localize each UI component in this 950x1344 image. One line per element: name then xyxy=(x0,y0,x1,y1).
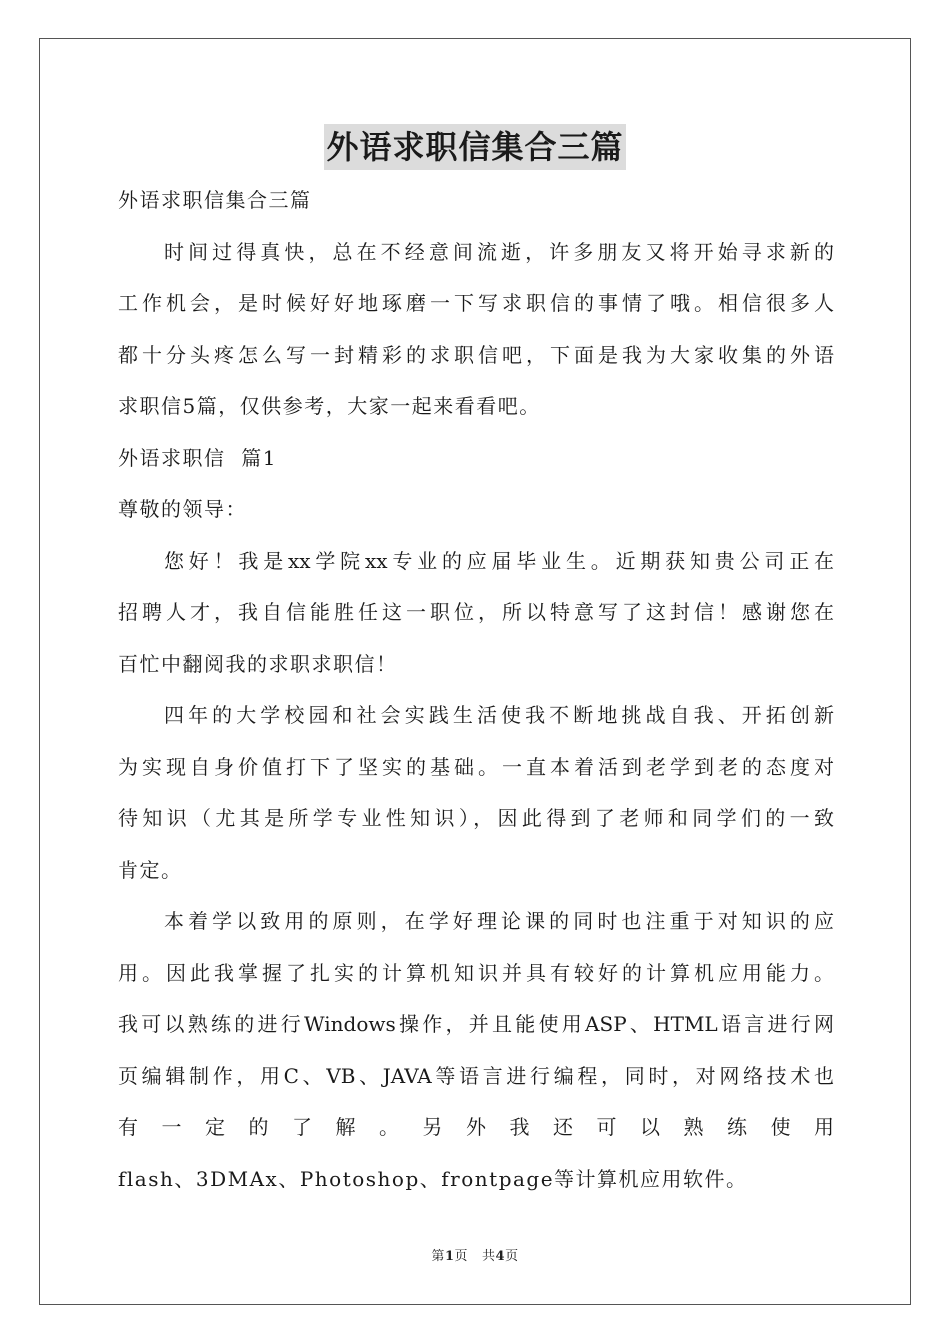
paragraph-line: 肯定。 xyxy=(118,857,183,882)
paragraph-line: 四年的大学校园和社会实践生活使我不断地挑战自我、开拓创新 xyxy=(164,703,834,727)
footer-prefix: 第 xyxy=(431,1249,445,1264)
footer-page-suffix: 页 xyxy=(454,1249,468,1264)
paragraph-line: 本着学以致用的原则，在学好理论课的同时也注重于对知识的应 xyxy=(164,909,834,933)
paragraph-line: 百忙中翻阅我的求职求职信！ xyxy=(118,651,398,676)
paragraph-line: 我可以熟练的进行Windows操作，并且能使用ASP、HTML语言进行网 xyxy=(118,1012,834,1036)
footer-total-suffix: 页 xyxy=(505,1249,519,1264)
page-footer xyxy=(0,1245,950,1264)
paragraph-line: flash、3DMAx、Photoshop、frontpage等计算机应用软件。 xyxy=(118,1166,748,1191)
footer-total-pages: 4 xyxy=(495,1249,506,1264)
paragraph-line: 求职信5篇，仅供参考，大家一起来看看吧。 xyxy=(118,394,541,418)
paragraph-line: 工作机会，是时候好好地琢磨一下写求职信的事情了哦。相信很多人 xyxy=(118,291,834,315)
paragraph-line: 用。因此我掌握了扎实的计算机知识并具有较好的计算机应用能力。 xyxy=(118,960,834,985)
footer-page-number: 1 xyxy=(444,1249,455,1264)
paragraph-line: 为实现自身价值打下了坚实的基础。一直本着活到老学到老的态度对 xyxy=(118,754,834,779)
paragraph-line: 时间过得真快，总在不经意间流逝，许多朋友又将开始寻求新的 xyxy=(164,239,834,264)
document-body xyxy=(118,175,834,1205)
paragraph-line: 页编辑制作，用C、VB、JAVA等语言进行编程，同时，对网络技术也 xyxy=(118,1063,834,1088)
paragraph-line: 您好！我是xx学院xx专业的应届毕业生。近期获知贵公司正在 xyxy=(164,548,834,573)
footer-total-prefix: 共 xyxy=(482,1249,496,1264)
subtitle-line: 外语求职信集合三篇 xyxy=(118,188,312,212)
salutation: 尊敬的领导： xyxy=(118,497,247,521)
paragraph-line: 都十分头疼怎么写一封精彩的求职信吧，下面是我为大家收集的外语 xyxy=(118,342,834,367)
section-heading: 外语求职信 篇1 xyxy=(118,445,277,470)
paragraph-line: 招聘人才，我自信能胜任这一职位，所以特意写了这封信！感谢您在 xyxy=(118,600,834,624)
title-container xyxy=(0,124,950,170)
paragraph-line: 待知识（尤其是所学专业性知识），因此得到了老师和同学们的一致 xyxy=(118,806,834,830)
paragraph-line-spaced: 有 一 定 的 了 解 。 另 外 我 还 可 以 熟 练 使 用 xyxy=(118,1115,834,1139)
document-title: 外语求职信集合三篇 xyxy=(324,124,625,170)
